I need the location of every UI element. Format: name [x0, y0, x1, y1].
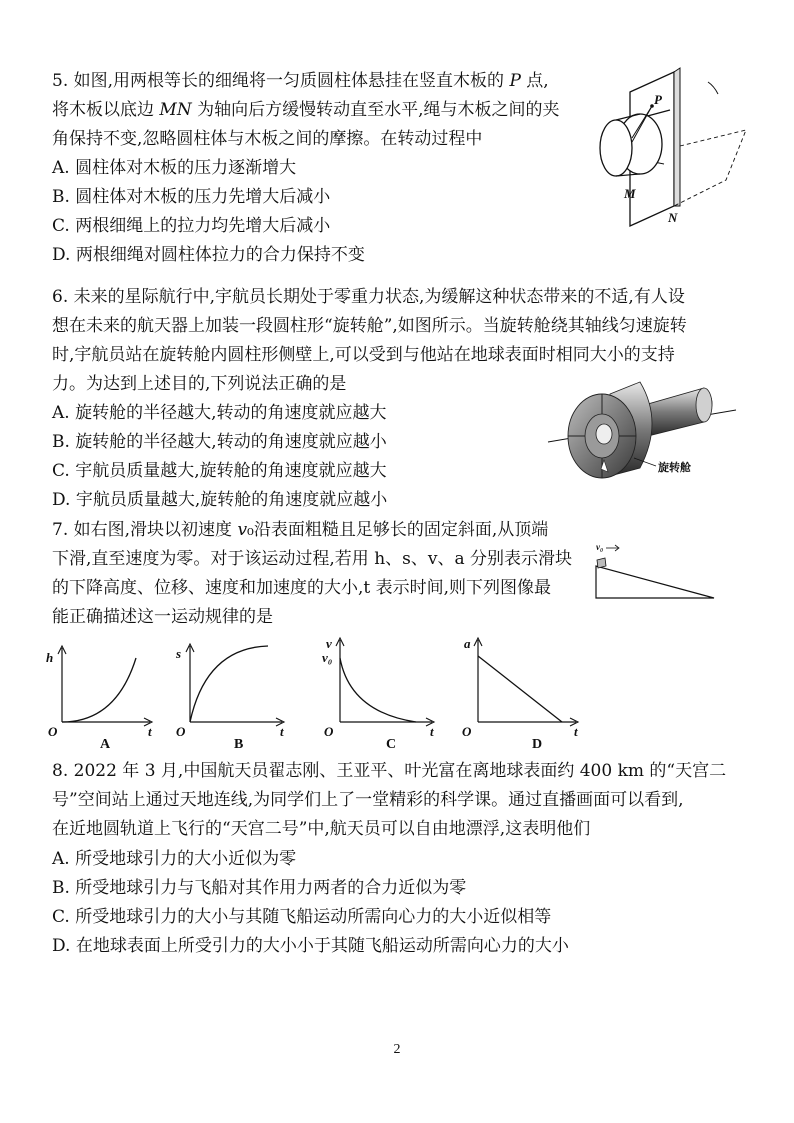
q8-option-b: B. 所受地球引力与飞船对其作用力两者的合力近似为零: [52, 878, 467, 898]
q5-option-d: D. 两根细绳对圆柱体拉力的合力保持不变: [52, 245, 365, 265]
q7-graph-c-o: O: [324, 724, 334, 739]
q8-option-a: A. 所受地球引力的大小近似为零: [52, 849, 297, 869]
q6-option-d: D. 宇航员质量越大,旋转舱的角速度就应越小: [52, 490, 388, 510]
q5-label-m: M: [624, 186, 636, 201]
q5-board-figure: [596, 64, 756, 234]
q5-axis-mn: MN: [159, 100, 192, 120]
q7-graph-c-y: v: [326, 636, 332, 651]
q5-text: 5. 如图,用两根等长的细绳将一匀质圆柱体悬挂在竖直木板的: [52, 71, 510, 91]
q6-stem-line2: 想在未来的航天器上加装一段圆柱形“旋转舱”,如图所示。当旋转舱绕其轴线匀速旋转: [52, 316, 687, 336]
q5-stem-line1: [52, 70, 549, 92]
q5-text: 为轴向后方缓慢转动直至水平,绳与木板之间的夹: [191, 100, 560, 120]
q6-cabin-label: 旋转舱: [658, 462, 691, 474]
q8-stem-line2: 号”空间站上通过天地连线,为同学们上了一堂精彩的科学课。通过直播画面可以看到,: [52, 790, 684, 810]
q7-slope-v0: v₀: [596, 542, 604, 552]
q6-stem-line4: 力。为达到上述目的,下列说法正确的是: [52, 374, 347, 394]
q6-rotating-cabin-figure: [544, 372, 740, 490]
q6-option-b: B. 旋转舱的半径越大,转动的角速度就应越小: [52, 432, 387, 452]
q7-graph-b-label: B: [234, 737, 244, 752]
q5-label-p: P: [654, 92, 662, 107]
q7-stem-line3: 的下降高度、位移、速度和加速度的大小,t 表示时间,则下列图像最: [52, 578, 552, 598]
q7-incline-figure: [592, 540, 718, 602]
q7-stem-line1: [52, 519, 548, 541]
q7-graph-a-label: A: [100, 737, 111, 752]
q7-graph-c-label: C: [386, 737, 397, 752]
q6-stem-line1: 6. 未来的星际航行中,宇航员长期处于零重力状态,为缓解这种状态带来的不适,有人设: [52, 287, 685, 307]
q5-label-n: N: [668, 210, 678, 225]
q7-graph-d-o: O: [462, 724, 472, 739]
q7-graph-d-y: a: [464, 636, 471, 651]
q5-stem-line2: [52, 99, 560, 121]
q5-stem-line3: 角保持不变,忽略圆柱体与木板之间的摩擦。在转动过程中: [52, 129, 483, 149]
q5-text: 点,: [520, 71, 549, 91]
q7-graph-a-y: h: [46, 650, 54, 665]
q7-graph-b: [168, 636, 298, 752]
q6-stem-line3: 时,宇航员站在旋转舱内圆柱形侧壁上,可以受到与他站在地球表面时相同大小的支持: [52, 345, 675, 365]
q7-text: 7. 如右图,滑块以初速度: [52, 520, 238, 540]
q8-stem-line3: 在近地圆轨道上飞行的“天宫二号”中,航天员可以自由地漂浮,这表明他们: [52, 819, 591, 839]
q5-point-p: P: [509, 71, 521, 91]
q8-option-d: D. 在地球表面上所受引力的大小小于其随飞船运动所需向心力的大小: [52, 936, 569, 956]
q7-text: 沿表面粗糙且足够长的固定斜面,从顶端: [253, 520, 549, 540]
q5-option-b: B. 圆柱体对木板的压力先增大后减小: [52, 187, 331, 207]
q5-option-a: A. 圆柱体对木板的压力逐渐增大: [52, 158, 297, 178]
q7-v0: v: [237, 520, 248, 540]
q7-stem-line4: 能正确描述这一运动规律的是: [52, 607, 273, 627]
q7-graph-b-x: t: [280, 724, 284, 739]
q7-stem-line2: 下滑,直至速度为零。对于该运动过程,若用 h、s、v、a 分别表示滑块: [52, 549, 573, 569]
q7-graph-a: [36, 640, 166, 752]
q6-option-a: A. 旋转舱的半径越大,转动的角速度就应越大: [52, 403, 387, 423]
page-number: 2: [393, 1042, 401, 1057]
q5-text: 将木板以底边: [52, 100, 160, 120]
q7-graph-d-label: D: [532, 737, 543, 752]
q7-graph-b-o: O: [176, 724, 186, 739]
q5-option-c: C. 两根细绳上的拉力均先增大后减小: [52, 216, 331, 236]
q7-graph-d: [448, 632, 588, 752]
q7-graph-c: [306, 632, 446, 752]
q7-graph-a-x: t: [148, 724, 152, 739]
q7-v0-sub: ₀: [247, 520, 254, 540]
q7-graph-c-v0: v₀: [322, 650, 333, 665]
q8-stem-line1: 8. 2022 年 3 月,中国航天员翟志刚、王亚平、叶光富在离地球表面约 400 km 的“天宫二: [52, 761, 727, 781]
q7-graph-b-y: s: [176, 646, 182, 661]
q7-graph-d-x: t: [574, 724, 578, 739]
q7-graph-a-o: O: [48, 724, 58, 739]
q6-option-c: C. 宇航员质量越大,旋转舱的角速度就应越大: [52, 461, 387, 481]
q8-option-c: C. 所受地球引力的大小与其随飞船运动所需向心力的大小近似相等: [52, 907, 552, 927]
q7-graph-c-x: t: [430, 724, 434, 739]
